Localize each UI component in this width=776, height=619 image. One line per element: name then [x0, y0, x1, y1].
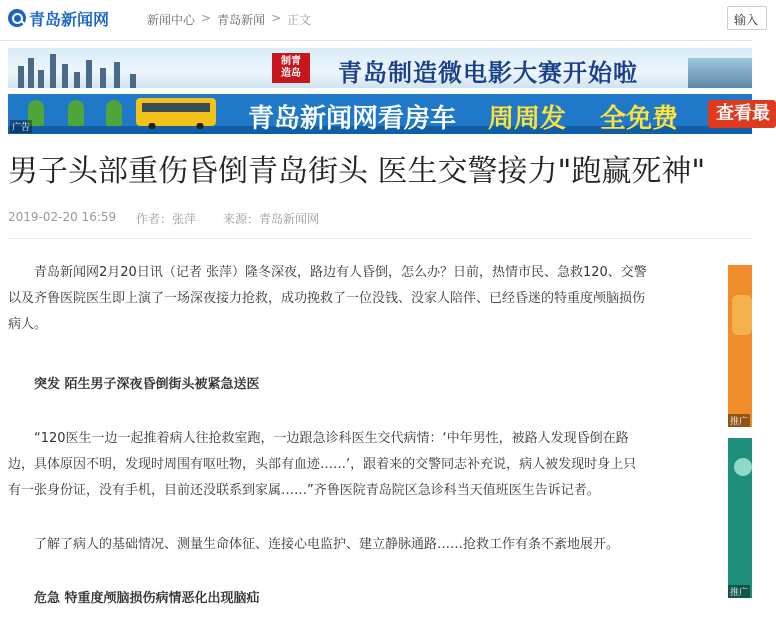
promo-label: 推广 [728, 414, 750, 427]
site-logo[interactable] [8, 7, 109, 29]
breadcrumb [147, 11, 311, 28]
tree-graphic [106, 100, 122, 126]
sidebar-ad-1[interactable] [728, 265, 752, 427]
breadcrumb-current: 正文 [287, 13, 312, 27]
publish-date: 2019-02-20 16:59 [8, 210, 117, 224]
breadcrumb-separator: > [271, 11, 282, 25]
house-tour-title: 青岛新闻网看房车 [248, 104, 457, 134]
breadcrumb-qingdao-news[interactable]: 青岛新闻 [217, 13, 266, 27]
weekly-text: 周周发 [488, 104, 567, 134]
house-tour-banner[interactable] [8, 94, 770, 134]
article-author: 作者：张萍 [136, 212, 197, 226]
meta-divider [8, 238, 752, 239]
tree-graphic [68, 100, 84, 126]
search-input[interactable]: 输入 [727, 6, 767, 30]
made-in-qingdao-stamp: 制青 造岛 [272, 53, 310, 83]
promo-label: 推广 [728, 585, 750, 598]
top-bar [0, 0, 759, 40]
header-divider [0, 40, 752, 41]
article-paragraph: 了解了病人的基础情况、测量生命体征、连接心电监护、建立静脉通路……抢救工作有条不紊地展开。 [34, 537, 620, 552]
microfilm-banner[interactable] [8, 48, 752, 88]
free-text: 全免费 [600, 104, 679, 134]
breadcrumb-separator: > [201, 11, 212, 25]
article-title: 男子头部重伤昏倒青岛街头 医生交警接力"跑赢死神" [8, 154, 706, 189]
view-more-button[interactable]: 查看最 [708, 100, 776, 128]
logo-text: 青岛新闻网 [29, 9, 110, 29]
breadcrumb-news-center[interactable]: 新闻中心 [147, 13, 196, 27]
article-paragraph: “120医生一边一起推着病人往抢救室跑，一边跟急诊科医生交代病情：‘中年男性，被路人发现昏倒在路边，具体原因不明，发现时周围有呕吐物，头部有血迹……’，跟着来的交警同志补充说，病人被发现时身上只有一张身份证，没有手机，目前还没联系到家属……”齐鲁医院青岛院区急诊科当天值班医生告诉记者。 [8, 431, 637, 498]
logo-search-icon [8, 9, 26, 27]
ad-label: 广告 [10, 120, 32, 133]
article-subheading: 危急 特重度颅脑损伤病情恶化出现脑疝 [34, 591, 260, 606]
article-paragraph: 青岛新闻网2月20日讯（记者 张萍）隆冬深夜，路边有人昏倒，怎么办？日前，热情市民、急救120、交警以及齐鲁医院医生即上演了一场深夜接力抢救，成功挽救了一位没钱、没家人陪伴、已经昏迷的特重度颅脑损伤病人。 [8, 265, 647, 332]
bus-graphic [136, 98, 216, 126]
skyline-image [688, 58, 752, 88]
microfilm-banner-text: 青岛制造微电影大赛开始啦 [338, 59, 638, 87]
article-meta [8, 210, 319, 227]
article-source[interactable]: 来源：青岛新闻网 [223, 212, 320, 226]
sidebar-ad-2[interactable] [728, 438, 752, 598]
article-subheading: 突发 陌生男子深夜昏倒街头被紧急送医 [34, 377, 260, 392]
